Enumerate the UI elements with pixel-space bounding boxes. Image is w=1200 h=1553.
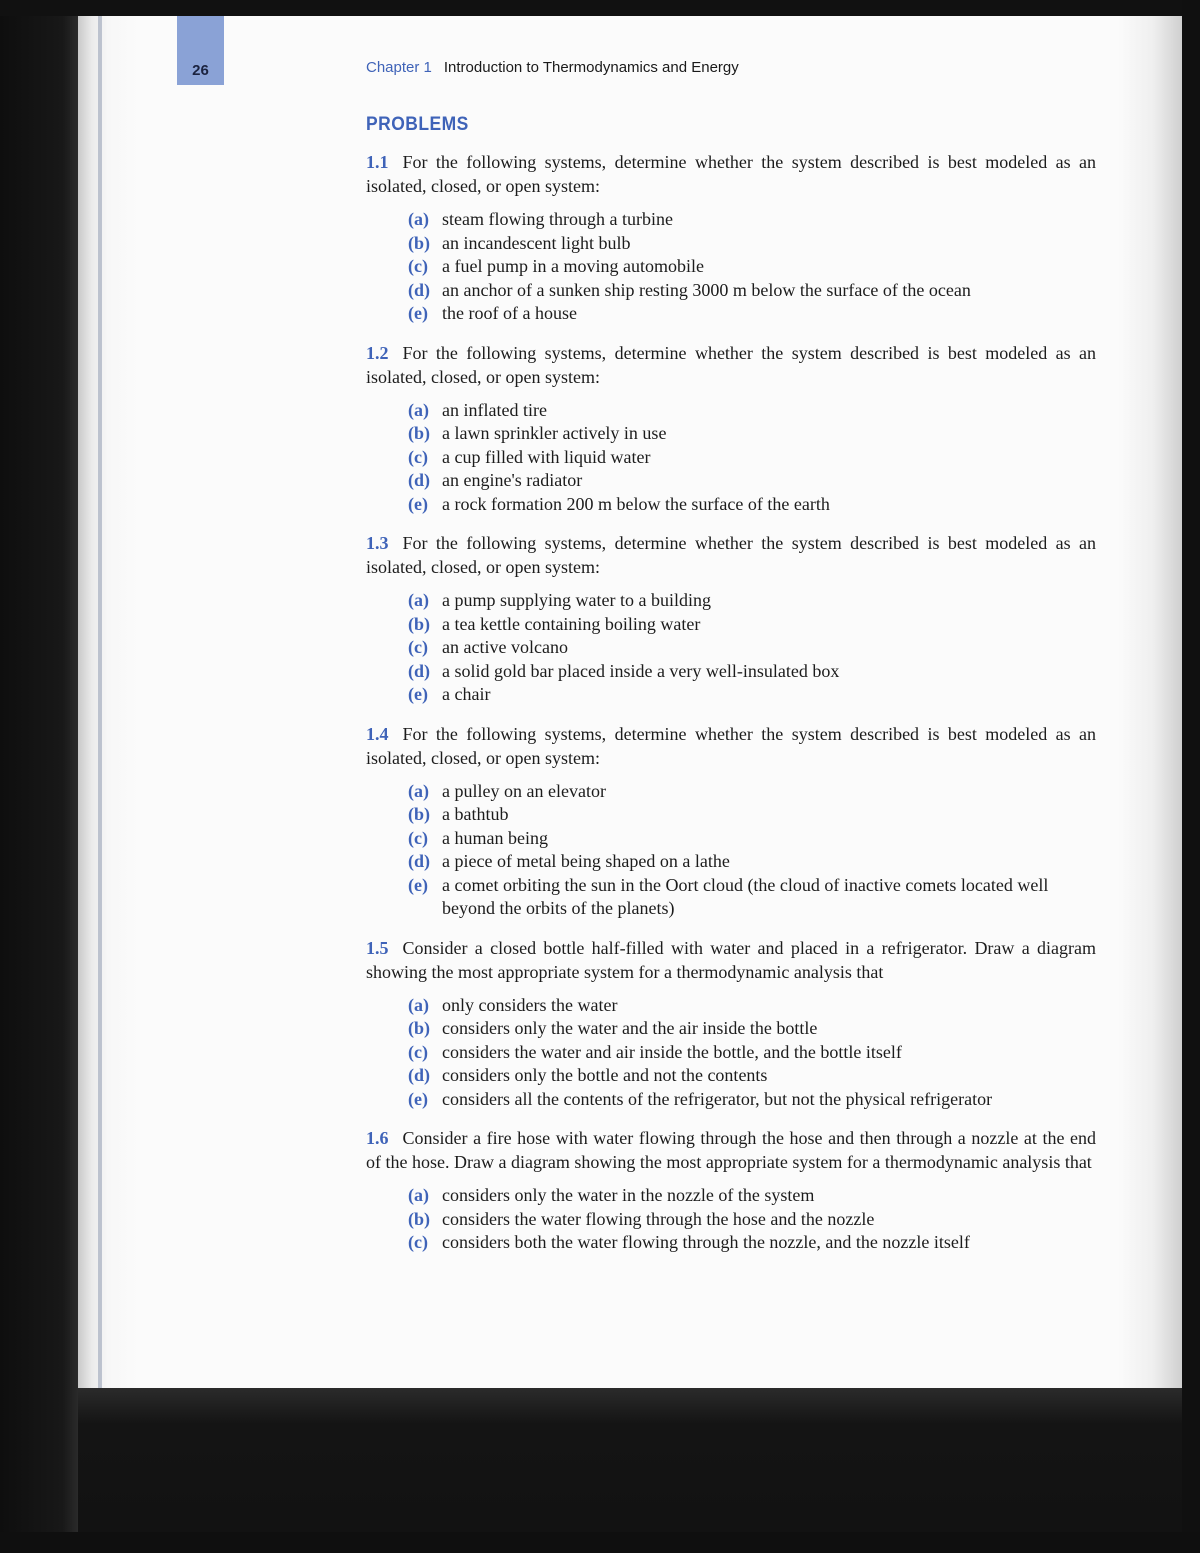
item-label: (c) [408, 1041, 428, 1062]
item-text: a pulley on an elevator [442, 780, 606, 801]
item-label: (e) [408, 493, 428, 514]
problem [366, 1126, 1096, 1255]
item-text: considers the water flowing through the hose and the nozzle [442, 1208, 875, 1229]
problem-item [366, 660, 1096, 684]
problem-number: 1.4 [366, 723, 389, 744]
problem-item [366, 994, 1096, 1018]
item-label: (a) [408, 399, 429, 420]
scan-shadow-right [1182, 0, 1200, 1553]
item-text: considers both the water flowing through the nozzle, and the nozzle itself [442, 1232, 970, 1252]
item-text: considers all the contents of the refrigerator, but not the physical refrigerator [442, 1088, 993, 1109]
problem-list [366, 150, 1096, 1255]
page-binding-edge [98, 16, 102, 1388]
item-label: (c) [408, 827, 428, 848]
problem-item [366, 1208, 1096, 1232]
problem-item [366, 208, 1096, 232]
problem-item [366, 874, 1096, 921]
item-label: (b) [408, 1018, 430, 1038]
item-label: (e) [408, 684, 428, 704]
item-label: (e) [408, 303, 428, 323]
page-number: 26 [192, 62, 209, 79]
problem-item [366, 1041, 1096, 1065]
scan-shadow-left [0, 0, 78, 1553]
problem-stem-text: For the following systems, determine whether the system described is best modeled as an isolated, closed, or open system: [366, 342, 1096, 387]
item-text: considers only the water in the nozzle of the system [442, 1185, 815, 1205]
problem-items [366, 399, 1096, 517]
running-head-title: Introduction to Thermodynamics and Energy [443, 59, 739, 76]
item-text: an incandescent light bulb [442, 232, 631, 253]
item-label: (a) [408, 994, 429, 1015]
problem-item [366, 422, 1096, 446]
problem-stem [366, 1126, 1096, 1174]
problem-item [366, 446, 1096, 470]
item-label: (e) [408, 1088, 428, 1109]
problem-item [366, 1231, 1096, 1255]
problem-stem [366, 722, 1096, 770]
item-text: only considers the water [442, 994, 618, 1015]
problem-stem [366, 936, 1096, 984]
scan-shadow-top [0, 0, 1200, 16]
problem [366, 150, 1096, 326]
item-label: (d) [408, 1065, 430, 1085]
item-text: considers the water and air inside the bottle, and the bottle itself [442, 1041, 902, 1062]
problem-item [366, 255, 1096, 279]
item-text: an active volcano [442, 637, 568, 657]
item-label: (b) [408, 232, 430, 253]
problem-item [366, 1184, 1096, 1208]
problem-item [366, 589, 1096, 613]
item-label: (a) [408, 1185, 429, 1205]
item-label: (c) [408, 637, 428, 657]
section-heading: PROBLEMS [366, 114, 469, 135]
item-text: considers only the water and the air inside the bottle [442, 1018, 818, 1038]
problem-item [366, 636, 1096, 660]
problem-number: 1.5 [366, 937, 389, 958]
problem-stem-text: For the following systems, determine whether the system described is best modeled as an isolated, closed, or open system: [366, 152, 1096, 196]
problem-item [366, 1017, 1096, 1041]
problem [366, 531, 1096, 707]
item-label: (b) [408, 423, 430, 443]
problem-item [366, 827, 1096, 851]
problem-number: 1.2 [366, 342, 389, 363]
running-head [366, 59, 739, 76]
problems-section [366, 114, 1096, 1270]
item-text: a fuel pump in a moving automobile [442, 256, 704, 276]
item-label: (a) [408, 590, 429, 610]
item-text: a lawn sprinkler actively in use [442, 423, 667, 443]
problem [366, 722, 1096, 921]
problem-stem-text: For the following systems, determine whether the system described is best modeled as an isolated, closed, or open system: [366, 533, 1096, 577]
problem-item [366, 279, 1096, 303]
problem-items [366, 589, 1096, 707]
item-text: the roof of a house [442, 303, 577, 323]
problem-item [366, 399, 1096, 423]
item-text: a bathtub [442, 804, 509, 824]
item-label: (c) [408, 1232, 428, 1252]
problem-items [366, 1184, 1096, 1255]
problem-stem [366, 531, 1096, 579]
item-label: (d) [408, 279, 430, 300]
item-text: a tea kettle containing boiling water [442, 613, 701, 634]
item-label: (c) [408, 446, 428, 467]
scan-shadow-bottom [0, 1532, 1200, 1553]
item-label: (a) [408, 780, 429, 801]
item-text: a chair [442, 684, 491, 704]
scan-shadow-bottom-band [78, 1388, 1182, 1532]
item-label: (c) [408, 256, 428, 276]
item-label: (d) [408, 851, 430, 871]
item-label: (b) [408, 1208, 430, 1229]
item-text: an engine's radiator [442, 470, 583, 490]
item-text: a pump supplying water to a building [442, 590, 711, 610]
problem-stem [366, 150, 1096, 198]
problem-item [366, 683, 1096, 707]
problem-item [366, 493, 1096, 517]
problem-number: 1.1 [366, 152, 389, 172]
item-label: (b) [408, 613, 430, 634]
problem-item [366, 302, 1096, 326]
problem-item [366, 803, 1096, 827]
item-text: a cup filled with liquid water [442, 446, 651, 467]
problem-item [366, 1064, 1096, 1088]
problem-items [366, 994, 1096, 1112]
problem [366, 341, 1096, 517]
item-label: (d) [408, 470, 430, 490]
problem-item [366, 613, 1096, 637]
problem [366, 936, 1096, 1112]
problem-item [366, 780, 1096, 804]
problem-item [366, 850, 1096, 874]
problem-stem [366, 341, 1096, 389]
problem-item [366, 1088, 1096, 1112]
item-label: (d) [408, 660, 430, 681]
problem-number: 1.6 [366, 1128, 389, 1148]
item-text: a solid gold bar placed inside a very well-insulated box [442, 660, 840, 681]
item-text: steam flowing through a turbine [442, 209, 673, 229]
problem-number: 1.3 [366, 533, 389, 553]
problem-item [366, 469, 1096, 493]
problem-item [366, 232, 1096, 256]
page-number-tab [177, 16, 224, 85]
running-head-chapter: Chapter 1 [366, 59, 432, 76]
item-text: a human being [442, 827, 548, 848]
item-text: a piece of metal being shaped on a lathe [442, 851, 730, 871]
item-text: a rock formation 200 m below the surface of the earth [442, 493, 830, 514]
problem-items [366, 208, 1096, 326]
book-page [78, 16, 1182, 1388]
problem-stem-text: Consider a fire hose with water flowing through the hose and then through a nozzle at the end of the hose. Draw a diagram showing the most appropriate system for a thermodynamic analysis that [366, 1128, 1096, 1172]
item-label: (b) [408, 804, 430, 824]
problem-stem-text: For the following systems, determine whether the system described is best modeled as an isolated, closed, or open system: [366, 723, 1096, 768]
item-text: an inflated tire [442, 399, 547, 420]
item-text: considers only the bottle and not the contents [442, 1065, 768, 1085]
item-label: (a) [408, 209, 429, 229]
item-text: a comet orbiting the sun in the Oort cloud (the cloud of inactive comets located well beyond the orbits of the planets) [442, 874, 1049, 918]
item-label: (e) [408, 874, 428, 895]
problem-stem-text: Consider a closed bottle half-filled with water and placed in a refrigerator. Draw a diagram showing the most appropriate system for a thermodynamic analysis that [366, 937, 1096, 982]
item-text: an anchor of a sunken ship resting 3000 m below the surface of the ocean [442, 279, 971, 300]
problem-items [366, 780, 1096, 921]
